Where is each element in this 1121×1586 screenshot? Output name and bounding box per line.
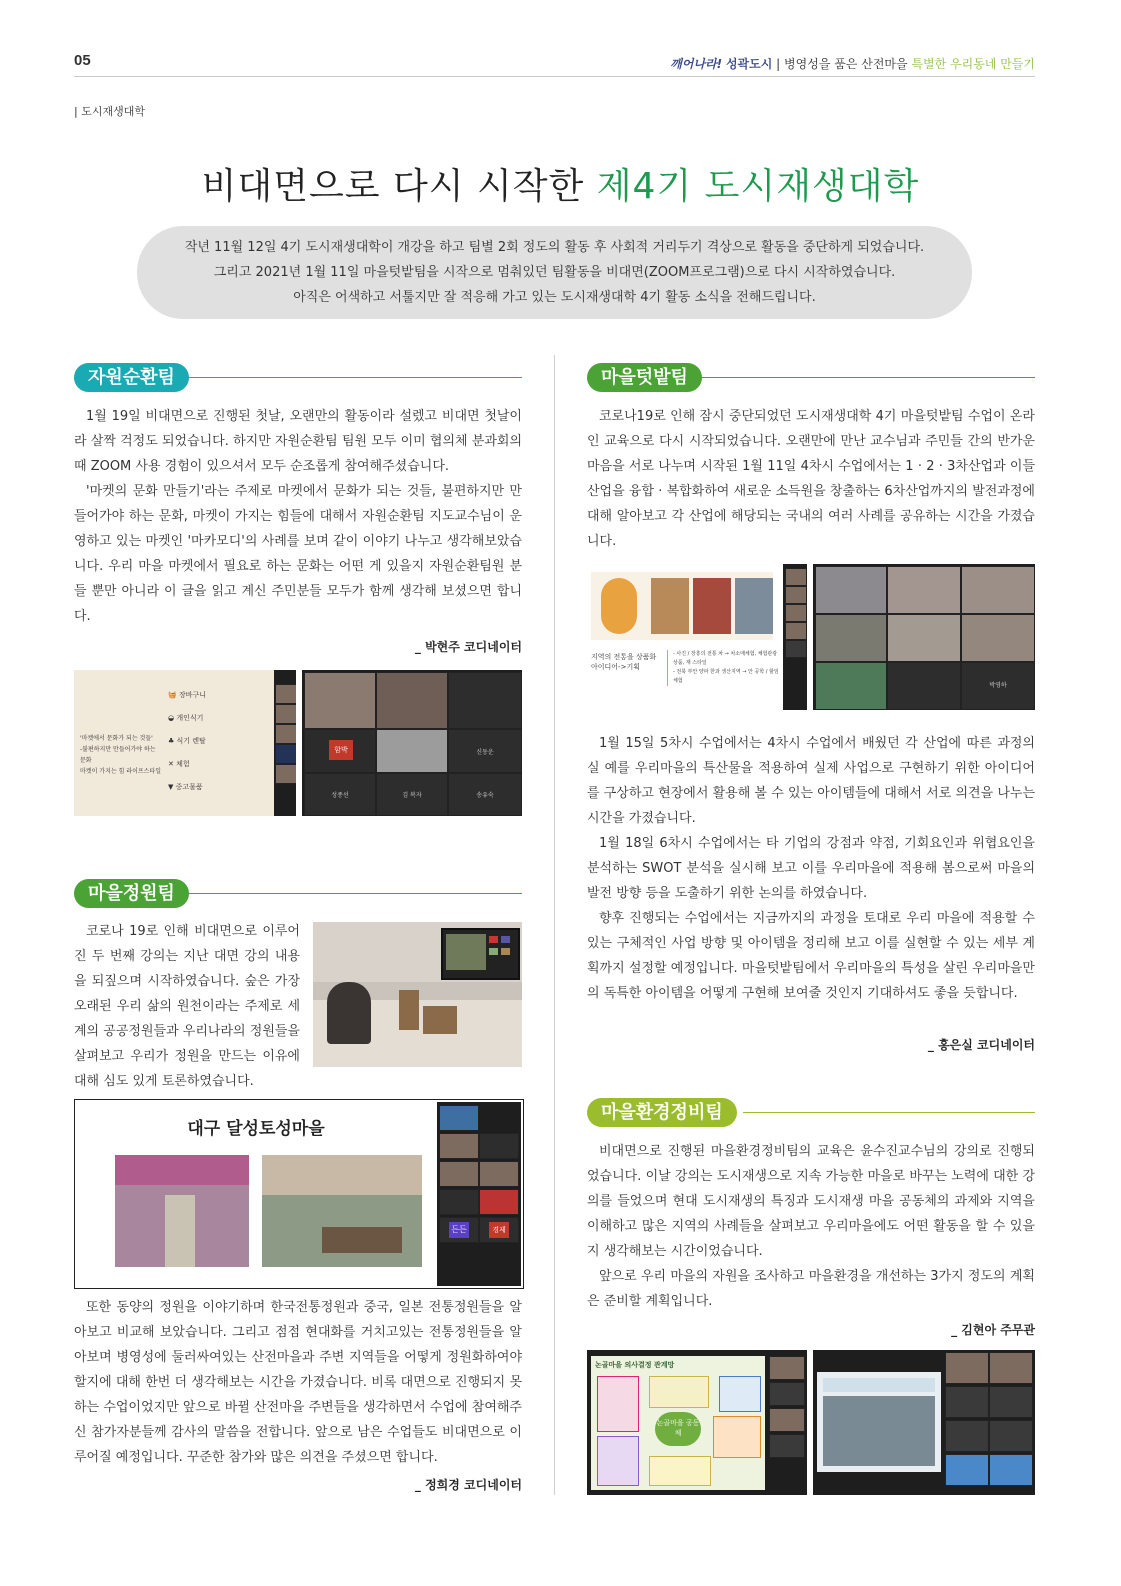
- slide-item: [168, 707, 206, 730]
- team2-signature: _ 정희경 코디네이터: [414, 1478, 522, 1492]
- team-heading-rule: [693, 377, 1035, 378]
- team3-zoom-photo: [813, 564, 1035, 710]
- slide: [587, 564, 783, 710]
- page-title-part1: 비대면으로 다시 시작한: [201, 166, 585, 207]
- team-heading-rule: [180, 893, 522, 894]
- team2-slide-photo: [74, 1099, 524, 1289]
- slide-title: 논골마을 의사결정 관계망: [595, 1361, 675, 1369]
- header-subtitle-accent: 특별한 우리동네 만들기: [911, 57, 1035, 71]
- team3-slide-photo: [587, 564, 807, 710]
- team-heading-rule: [180, 377, 522, 378]
- intro-line: 작년 11월 12일 4기 도시재생대학이 개강을 하고 팀별 2회 정도의 활동 후 사회적 거리두기 격상으로 활동을 중단하게 되었습니다.: [184, 240, 925, 255]
- slide: [74, 670, 274, 816]
- team4-diagram-photo: [587, 1350, 807, 1495]
- slide-bullet: - 사진 / 장흥의 전통 차 → 차소매체험, 체험관광상품, 재 스타일: [673, 651, 778, 666]
- slide-item-label: 중고물품: [175, 783, 203, 791]
- garden-photo: [115, 1155, 249, 1267]
- basket-icon: 🧺: [168, 691, 177, 699]
- header-publication: [670, 55, 1035, 72]
- section-tag: | 도시재생대학: [74, 105, 145, 118]
- page-title: [0, 158, 1121, 209]
- paragraph: '마켓의 문화 만들기'라는 주제로 마켓에서 문화가 되는 것들, 불편하지만 만들어가야 하는 문화, 마켓이 가지는 힘들에 대해서 자원순환팀 지도교수님이 운영하고 있는 마켓인 '마카모디'의 사례를 보며 같이 이야기 나누고 생각해보았습니다. 우리 마을 마켓에서 필요로 하는 문화는 어떤 게 있을지 자원순환팀원 분들 뿐만 아니라 이 글을 읽고 계신 주민분들 모두가 함께 생각해 보셨으면 합니다.: [74, 484, 522, 624]
- slide-item-label: 장바구니: [178, 691, 207, 699]
- team-heading-garden: 마을정원팀: [74, 879, 189, 908]
- tools-icon: ✕: [168, 760, 174, 768]
- team3-signature: _ 홍은실 코디네이터: [927, 1038, 1035, 1052]
- bowl-icon: ◒: [168, 714, 175, 722]
- brand-logo-text: 깨어나라!: [670, 57, 723, 71]
- garden-photo: [262, 1155, 422, 1267]
- paragraph: 코로나 19로 인해 비대면으로 이루어진 두 번째 강의는 지난 대면 강의 내용을 되짚으며 시작하였습니다. 숲은 가장 오래된 우리 삶의 원천이라는 주제로 세계의 공공정원들과 우리나라의 정원들을 살펴보고 우리가 정원을 만드는 이유에 대해 심도 있게 토론하였습니다.: [74, 924, 300, 1089]
- slide-item-label: 식기 렌탈: [176, 737, 206, 745]
- team3-body-top: [587, 404, 1035, 554]
- paragraph: 1월 18일 6차시 수업에서는 타 기업의 강점과 약점, 기회요인과 위협요인을 분석하는 SWOT 분석을 실시해 보고 이를 우리마을에 적용해 봄으로써 마을의 발전 방향 등을 도출하기 위한 논의를 하였습니다.: [587, 836, 1035, 901]
- zoom-name-badge: 함박: [329, 740, 353, 760]
- team-heading-farm: 마을텃밭팀: [587, 363, 702, 392]
- zoom-tile-name: 신동운: [476, 749, 494, 756]
- slide-item: [168, 753, 206, 776]
- shared-screen: [817, 1372, 941, 1472]
- team2-body-top: [74, 919, 300, 1094]
- team2-body-bottom: [74, 1295, 522, 1470]
- team1-zoom-photo: [302, 670, 522, 816]
- paragraph: 또한 동양의 정원을 이야기하며 한국전통정원과 중국, 일본 전통정원들을 알아보고 비교해 보았습니다. 그리고 점점 현대화를 거치고있는 전통정원들을 알아보며 병영성에 둘러싸여있는 산전마을과 주변 지역들을 어떻게 정원화하여야 할지에 대해 한번 더 생각해보는 시간을 가졌습니다. 비록 대면으로 진행되지 못하는 수업이었지만 앞으로 바뀔 산전마을 주변들을 생각하면서 수업에 참여해주신 참가자분들께 감사의 말씀을 전합니다. 앞으로 남은 수업들도 비대면으로 이루어질 예정입니다. 꾸준한 참가와 많은 의견을 주셨으면 합니다.: [74, 1300, 522, 1465]
- zoom-tile-name: 김 복자: [402, 792, 422, 799]
- intro-box: [137, 226, 972, 319]
- paragraph: 1월 15일 5차시 수업에서는 4차시 수업에서 배웠던 각 산업에 따른 과정의 실 예를 우리마을의 특산물을 적용하여 실제 사업으로 구현하기 위한 아이디어를 구상하고 현장에서 활용해 볼 수 있는 아이템들에 대해서 서로 의견을 나누는 시간을 가졌습니다.: [587, 736, 1035, 826]
- team-heading-resource: 자원순환팀: [74, 363, 189, 392]
- slide-note: -불편하지만 만들어가야 하는 문화: [80, 746, 156, 764]
- zoom-name-badge: 경제: [489, 1222, 509, 1238]
- team4-body: [587, 1139, 1035, 1314]
- intro-line: 그리고 2021년 1월 11일 마을텃밭팀을 시작으로 멈춰있던 팀활동을 비대면(ZOOM프로그램)으로 다시 시작하였습니다.: [213, 265, 896, 280]
- team-heading-environment: 마을환경정비팀: [587, 1098, 737, 1127]
- slide-item: [168, 776, 206, 799]
- slide-bullet: - 전북 부안 양파 한과 생산지역 → 안 공학 / 할임체험: [673, 669, 779, 684]
- brand-city: 성곽도시: [725, 57, 773, 71]
- zoom-tile-name: 박영하: [989, 682, 1007, 689]
- slide-item: [168, 730, 206, 753]
- tv-screen: [441, 928, 520, 980]
- paragraph: 앞으로 우리 마을의 자원을 조사하고 마을환경을 개선하는 3가지 정도의 계획은 준비할 계획입니다.: [587, 1269, 1035, 1309]
- zoom-tile-name: 송유숙: [476, 792, 494, 799]
- slide-item: [168, 684, 206, 707]
- team3-body-bottom: [587, 731, 1035, 1006]
- team-heading-rule: [743, 1112, 1035, 1113]
- slide-item-label: 체험: [176, 760, 190, 768]
- team1-slide-photo: [74, 670, 296, 816]
- slide-caption: 지역의 전통을 상품화 아이디어->기획: [591, 653, 657, 671]
- zoom-tile-name: 성종선: [331, 792, 349, 799]
- zoom-sidebar: [437, 1102, 521, 1286]
- column-divider: [554, 355, 555, 1495]
- mascot-illustration: [601, 578, 637, 634]
- plant-icon: ♣: [168, 737, 175, 745]
- zoom-name-badge: 든든: [449, 1222, 469, 1238]
- team1-signature: _ 박현주 코디네이터: [414, 640, 522, 654]
- paragraph: 코로나19로 인해 잠시 중단되었던 도시재생대학 4기 마을텃밭팀 수업이 온라인 교육으로 다시 시작되었습니다. 오랜만에 만난 교수님과 주민들 간의 반가운 마음을 서로 나누며 시작된 1월 11일 4차시 수업에서는 1 · 2 · 3차산업과 이들 산업을 융합 · 복합화하여 새로운 소득원을 창출하는 6차산업까지의 발전과정에 대해 알아보고 각 산업에 해당되는 국내의 여러 사례를 공유하는 시간을 가졌습니다.: [587, 409, 1035, 549]
- intro-line: 아직은 어색하고 서툴지만 잘 적응해 가고 있는 도시재생대학 4기 활동 소식을 전해드립니다.: [293, 290, 816, 305]
- paragraph: 향후 진행되는 수업에서는 지금까지의 과정을 토대로 우리 마을에 적용할 수 있는 구체적인 사업 방향 및 아이템을 정리해 보고 이를 실현할 수 있는 세부 계획까지 설정할 예정입니다. 마을텃밭팀에서 우리마을의 특성을 살린 우리마을만의 독특한 아이템을 어떻게 구현해 보여줄 것인지 기대하셔도 좋을 듯합니다.: [587, 911, 1035, 1001]
- diagram-center: 논골마을 공동체: [655, 1412, 701, 1446]
- team1-body: [74, 404, 522, 629]
- header-subtitle: 병영성을 품은 산전마을: [784, 57, 908, 71]
- slide: [591, 1356, 765, 1490]
- slide-item-label: 개인식기: [176, 714, 204, 722]
- team2-classroom-photo: [313, 922, 522, 1067]
- slide-note: 마켓이 가지는 힘 라이프스타일: [80, 768, 162, 775]
- team4-signature: _ 김현아 주무관: [951, 1323, 1035, 1337]
- header-separator: |: [776, 57, 781, 71]
- shirt-icon: ▼: [168, 783, 174, 791]
- page-title-part2: 제4기 도시재생대학: [596, 166, 920, 207]
- paragraph: 1월 19일 비대면으로 진행된 첫날, 오랜만의 활동이라 설렜고 비대면 첫날이라 살짝 걱정도 되었습니다. 하지만 자원순환팀 팀원 모두 이미 협의체 분과회의 때 ZOOM 사용 경험이 있으셔서 모두 순조롭게 참여해주셨습니다.: [74, 409, 522, 474]
- page-number: 05: [74, 52, 91, 69]
- slide-title: 대구 달성토성마을: [187, 1119, 325, 1139]
- paragraph: 비대면으로 진행된 마을환경정비팀의 교육은 윤수진교수님의 강의로 진행되었습니다. 이날 강의는 도시재생으로 지속 가능한 마을로 바꾸는 노력에 대한 강의를 들었으며 현대 도시재생의 특징과 도시재생 마을 공동체의 과제와 지역을 이해하고 많은 지역의 사례들을 살펴보고 우리마을에도 어떤 활동을 할 수 있을지 생각해보는 시간이었습니다.: [587, 1144, 1035, 1259]
- team4-zoom-photo: [813, 1350, 1035, 1495]
- slide-note: '마켓에서 문화가 되는 것들': [80, 735, 153, 742]
- header-rule: [74, 76, 1035, 77]
